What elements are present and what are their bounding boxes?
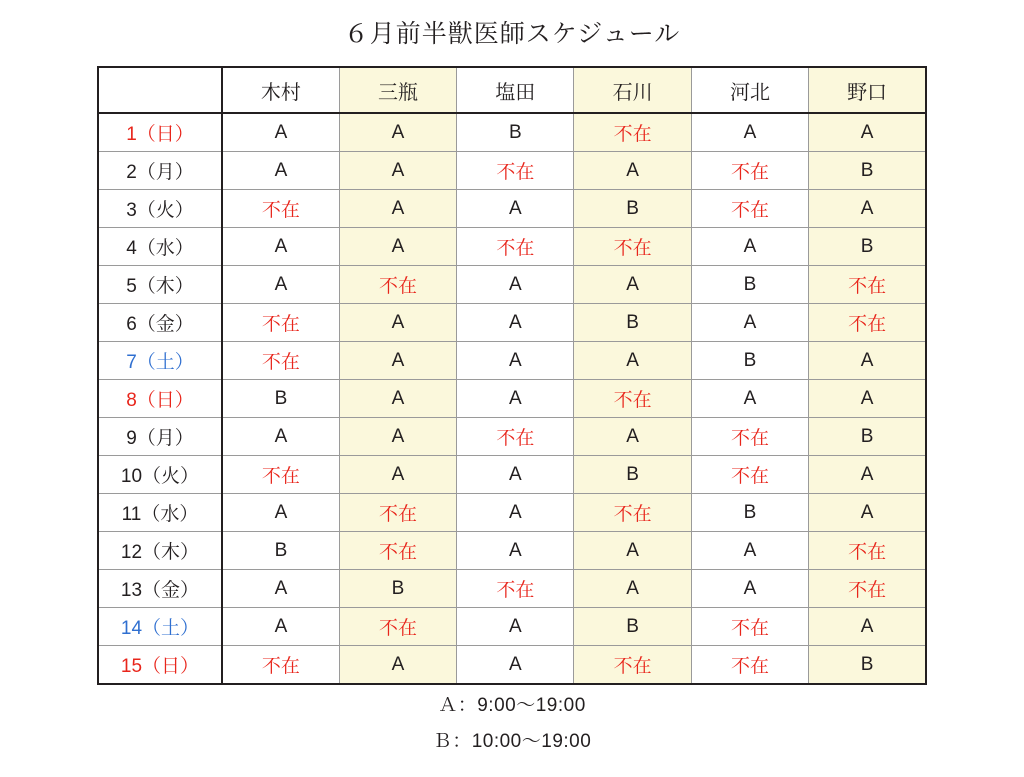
schedule-cell: A bbox=[457, 646, 574, 685]
schedule-cell: 不在 bbox=[691, 608, 808, 646]
column-header: 塩田 bbox=[457, 67, 574, 113]
table-row bbox=[98, 228, 926, 266]
schedule-cell: B bbox=[691, 342, 808, 380]
schedule-cell: 不在 bbox=[574, 113, 691, 152]
date-label: 1（日） bbox=[126, 124, 194, 145]
date-label: 11（水） bbox=[121, 504, 199, 525]
schedule-cell: 不在 bbox=[574, 228, 691, 266]
schedule-cell: A bbox=[222, 608, 339, 646]
schedule-cell: A bbox=[339, 342, 456, 380]
schedule-cell: A bbox=[222, 570, 339, 608]
schedule-cell: A bbox=[809, 456, 926, 494]
schedule-cell: A bbox=[457, 342, 574, 380]
date-label: 7（土） bbox=[126, 352, 194, 373]
schedule-cell: 不在 bbox=[339, 608, 456, 646]
date-cell bbox=[98, 608, 222, 646]
legend-line: Ａ：9:00〜19:00 bbox=[438, 695, 586, 716]
column-header: 河北 bbox=[691, 67, 808, 113]
date-cell bbox=[98, 304, 222, 342]
header-row bbox=[98, 67, 926, 113]
schedule-cell: 不在 bbox=[691, 190, 808, 228]
schedule-cell: A bbox=[339, 152, 456, 190]
schedule-cell: 不在 bbox=[574, 494, 691, 532]
schedule-cell: B bbox=[574, 456, 691, 494]
column-header: 野口 bbox=[809, 67, 926, 113]
schedule-cell: 不在 bbox=[691, 152, 808, 190]
column-header: 三瓶 bbox=[339, 67, 456, 113]
schedule-cell: 不在 bbox=[457, 418, 574, 456]
date-cell bbox=[98, 266, 222, 304]
schedule-cell: 不在 bbox=[457, 570, 574, 608]
table-row bbox=[98, 418, 926, 456]
schedule-cell: A bbox=[222, 228, 339, 266]
schedule-cell: A bbox=[339, 113, 456, 152]
schedule-cell: A bbox=[574, 342, 691, 380]
legend bbox=[0, 688, 1024, 760]
schedule-cell: B bbox=[574, 304, 691, 342]
schedule-cell: A bbox=[339, 646, 456, 685]
schedule-cell: 不在 bbox=[457, 152, 574, 190]
schedule-cell: A bbox=[809, 342, 926, 380]
schedule-cell: A bbox=[691, 304, 808, 342]
schedule-cell: B bbox=[809, 646, 926, 685]
date-label: 12（木） bbox=[120, 542, 200, 563]
page-title: ６月前半獣医師スケジュール bbox=[343, 20, 681, 48]
schedule-cell: 不在 bbox=[222, 304, 339, 342]
schedule-cell: B bbox=[691, 494, 808, 532]
date-cell bbox=[98, 342, 222, 380]
date-cell bbox=[98, 228, 222, 266]
date-label: 8（日） bbox=[126, 390, 194, 411]
schedule-cell: B bbox=[457, 113, 574, 152]
schedule-cell: A bbox=[339, 456, 456, 494]
table-row bbox=[98, 456, 926, 494]
schedule-cell: A bbox=[222, 113, 339, 152]
date-cell bbox=[98, 418, 222, 456]
schedule-cell: A bbox=[574, 418, 691, 456]
schedule-cell: A bbox=[457, 608, 574, 646]
header-corner-cell bbox=[98, 67, 222, 113]
schedule-cell: A bbox=[574, 152, 691, 190]
schedule-cell: A bbox=[809, 380, 926, 418]
schedule-cell: 不在 bbox=[691, 456, 808, 494]
schedule-cell: A bbox=[339, 228, 456, 266]
schedule-cell: A bbox=[339, 190, 456, 228]
table-row bbox=[98, 570, 926, 608]
table-row bbox=[98, 266, 926, 304]
table-row bbox=[98, 152, 926, 190]
table-row bbox=[98, 646, 926, 685]
schedule-cell: B bbox=[222, 532, 339, 570]
date-cell bbox=[98, 646, 222, 685]
schedule-cell: 不在 bbox=[691, 418, 808, 456]
schedule-cell: A bbox=[574, 266, 691, 304]
date-label: 13（金） bbox=[120, 580, 200, 601]
date-label: 3（火） bbox=[126, 200, 194, 221]
date-cell bbox=[98, 380, 222, 418]
table-body bbox=[98, 113, 926, 684]
schedule-cell: 不在 bbox=[457, 228, 574, 266]
schedule-cell: 不在 bbox=[574, 380, 691, 418]
column-header: 木村 bbox=[222, 67, 339, 113]
schedule-cell: A bbox=[457, 190, 574, 228]
schedule-cell: A bbox=[809, 190, 926, 228]
schedule-cell: A bbox=[457, 532, 574, 570]
schedule-cell: A bbox=[691, 380, 808, 418]
schedule-cell: A bbox=[457, 456, 574, 494]
table-row bbox=[98, 380, 926, 418]
table-header bbox=[98, 67, 926, 113]
schedule-cell: A bbox=[809, 113, 926, 152]
table-row bbox=[98, 190, 926, 228]
date-cell bbox=[98, 570, 222, 608]
table-row bbox=[98, 532, 926, 570]
table-row bbox=[98, 494, 926, 532]
schedule-cell: 不在 bbox=[339, 494, 456, 532]
schedule-cell: B bbox=[691, 266, 808, 304]
date-label: 15（日） bbox=[120, 656, 200, 677]
schedule-cell: A bbox=[574, 532, 691, 570]
schedule-cell: A bbox=[809, 494, 926, 532]
table-row bbox=[98, 113, 926, 152]
schedule-cell: 不在 bbox=[222, 456, 339, 494]
date-cell bbox=[98, 532, 222, 570]
schedule-cell: A bbox=[457, 494, 574, 532]
date-cell bbox=[98, 494, 222, 532]
date-cell bbox=[98, 456, 222, 494]
table-row bbox=[98, 342, 926, 380]
date-cell bbox=[98, 113, 222, 152]
schedule-cell: A bbox=[339, 418, 456, 456]
schedule-table bbox=[97, 66, 927, 685]
schedule-cell: 不在 bbox=[809, 570, 926, 608]
schedule-cell: A bbox=[222, 152, 339, 190]
schedule-cell: 不在 bbox=[574, 646, 691, 685]
schedule-cell: A bbox=[457, 304, 574, 342]
schedule-cell: 不在 bbox=[222, 190, 339, 228]
schedule-cell: B bbox=[809, 152, 926, 190]
schedule-cell: A bbox=[339, 380, 456, 418]
schedule-cell: 不在 bbox=[339, 532, 456, 570]
date-label: 4（水） bbox=[126, 238, 194, 259]
schedule-cell: A bbox=[222, 418, 339, 456]
date-label: 2（月） bbox=[126, 162, 194, 183]
schedule-cell: 不在 bbox=[809, 532, 926, 570]
date-label: 10（火） bbox=[120, 466, 200, 487]
schedule-cell: 不在 bbox=[809, 266, 926, 304]
date-label: 9（月） bbox=[126, 428, 194, 449]
schedule-cell: B bbox=[809, 228, 926, 266]
schedule-cell: A bbox=[457, 266, 574, 304]
schedule-cell: A bbox=[691, 570, 808, 608]
schedule-cell: 不在 bbox=[809, 304, 926, 342]
schedule-cell: 不在 bbox=[691, 646, 808, 685]
schedule-cell: A bbox=[574, 570, 691, 608]
schedule-cell: A bbox=[809, 608, 926, 646]
schedule-cell: B bbox=[339, 570, 456, 608]
table-row bbox=[98, 304, 926, 342]
schedule-cell: A bbox=[691, 532, 808, 570]
schedule-cell: B bbox=[222, 380, 339, 418]
date-label: 5（木） bbox=[126, 276, 194, 297]
schedule-cell: A bbox=[691, 228, 808, 266]
date-cell bbox=[98, 152, 222, 190]
schedule-cell: B bbox=[574, 190, 691, 228]
schedule-cell: A bbox=[222, 494, 339, 532]
schedule-cell: A bbox=[222, 266, 339, 304]
schedule-cell: A bbox=[457, 380, 574, 418]
schedule-cell: B bbox=[809, 418, 926, 456]
schedule-cell: A bbox=[339, 304, 456, 342]
date-cell bbox=[98, 190, 222, 228]
schedule-cell: B bbox=[574, 608, 691, 646]
schedule-cell: A bbox=[691, 113, 808, 152]
date-label: 14（土） bbox=[120, 618, 200, 639]
table-row bbox=[98, 608, 926, 646]
date-label: 6（金） bbox=[126, 314, 194, 335]
schedule-table-wrapper bbox=[97, 66, 927, 685]
schedule-cell: 不在 bbox=[222, 342, 339, 380]
legend-line: Ｂ：10:00〜19:00 bbox=[432, 731, 592, 752]
schedule-cell: 不在 bbox=[222, 646, 339, 685]
column-header: 石川 bbox=[574, 67, 691, 113]
schedule-cell: 不在 bbox=[339, 266, 456, 304]
